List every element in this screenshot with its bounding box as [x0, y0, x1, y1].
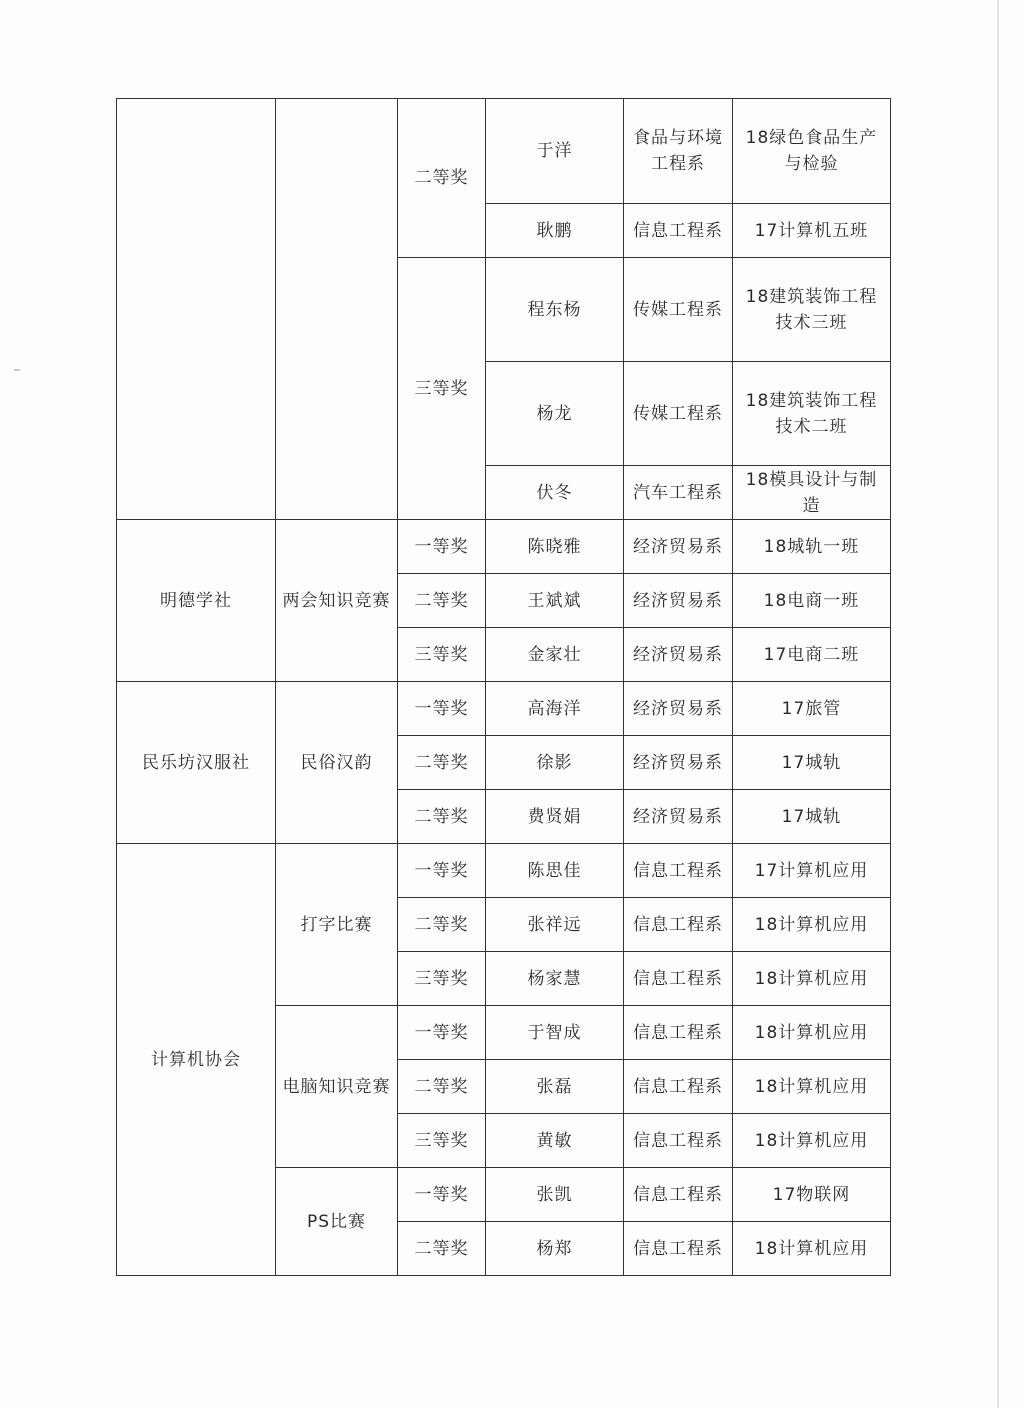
dept-cell: 食品与环境工程系 — [624, 99, 733, 204]
name-cell: 耿鹏 — [486, 204, 624, 258]
award-cell: 三等奖 — [398, 952, 486, 1006]
award-cell: 一等奖 — [398, 520, 486, 574]
class-cell: 17城轨 — [733, 790, 891, 844]
event-cell: PS比赛 — [276, 1168, 398, 1276]
class-cell: 18电商一班 — [733, 574, 891, 628]
dept-cell: 信息工程系 — [624, 204, 733, 258]
name-cell: 程东杨 — [486, 258, 624, 362]
award-cell: 三等奖 — [398, 628, 486, 682]
name-cell: 陈晓雅 — [486, 520, 624, 574]
class-cell: 17物联网 — [733, 1168, 891, 1222]
table-row — [117, 520, 891, 574]
event-cell: 电脑知识竞赛 — [276, 1006, 398, 1168]
name-cell: 张祥远 — [486, 898, 624, 952]
scan-edge-line — [997, 0, 999, 1408]
name-cell: 张磊 — [486, 1060, 624, 1114]
class-cell: 18计算机应用 — [733, 898, 891, 952]
table-row — [117, 682, 891, 736]
name-cell: 杨龙 — [486, 362, 624, 466]
table-row — [117, 844, 891, 898]
name-cell: 黄敏 — [486, 1114, 624, 1168]
award-cell: 二等奖 — [398, 1222, 486, 1276]
award-cell: 二等奖 — [398, 898, 486, 952]
event-cell: 民俗汉韵 — [276, 682, 398, 844]
org-cell: 明德学社 — [117, 520, 276, 682]
name-cell: 张凯 — [486, 1168, 624, 1222]
dept-cell: 传媒工程系 — [624, 258, 733, 362]
name-cell: 金家壮 — [486, 628, 624, 682]
dept-cell: 经济贸易系 — [624, 736, 733, 790]
dept-cell: 经济贸易系 — [624, 628, 733, 682]
class-cell: 18计算机应用 — [733, 1006, 891, 1060]
name-cell: 徐影 — [486, 736, 624, 790]
org-cell: 计算机协会 — [117, 844, 276, 1276]
dept-cell: 传媒工程系 — [624, 362, 733, 466]
dept-cell: 信息工程系 — [624, 898, 733, 952]
dept-cell: 经济贸易系 — [624, 790, 733, 844]
class-cell: 18计算机应用 — [733, 952, 891, 1006]
award-cell: 三等奖 — [398, 258, 486, 520]
awards-table — [116, 98, 891, 1276]
class-cell: 18计算机应用 — [733, 1114, 891, 1168]
dept-cell: 信息工程系 — [624, 1114, 733, 1168]
award-cell: 二等奖 — [398, 1060, 486, 1114]
class-cell: 17城轨 — [733, 736, 891, 790]
dept-cell: 信息工程系 — [624, 844, 733, 898]
event-cell: 两会知识竞赛 — [276, 520, 398, 682]
dept-cell: 经济贸易系 — [624, 520, 733, 574]
name-cell: 杨家慧 — [486, 952, 624, 1006]
dept-cell: 信息工程系 — [624, 1168, 733, 1222]
award-cell: 一等奖 — [398, 682, 486, 736]
dept-cell: 信息工程系 — [624, 1222, 733, 1276]
class-cell: 18模具设计与制造 — [733, 466, 891, 520]
dept-cell: 经济贸易系 — [624, 682, 733, 736]
award-cell: 二等奖 — [398, 99, 486, 258]
award-cell: 一等奖 — [398, 844, 486, 898]
class-cell: 17电商二班 — [733, 628, 891, 682]
class-cell: 18计算机应用 — [733, 1222, 891, 1276]
class-cell: 18绿色食品生产与检验 — [733, 99, 891, 204]
class-cell: 18建筑装饰工程技术三班 — [733, 258, 891, 362]
name-cell: 伏冬 — [486, 466, 624, 520]
name-cell: 于洋 — [486, 99, 624, 204]
award-cell: 一等奖 — [398, 1168, 486, 1222]
dept-cell: 汽车工程系 — [624, 466, 733, 520]
org-cell — [117, 99, 276, 520]
name-cell: 高海洋 — [486, 682, 624, 736]
class-cell: 18城轨一班 — [733, 520, 891, 574]
award-cell: 一等奖 — [398, 1006, 486, 1060]
dept-cell: 信息工程系 — [624, 1060, 733, 1114]
class-cell: 17计算机应用 — [733, 844, 891, 898]
scan-speck — [14, 369, 20, 371]
award-cell: 二等奖 — [398, 574, 486, 628]
name-cell: 王斌斌 — [486, 574, 624, 628]
table-row — [117, 99, 891, 204]
name-cell: 于智成 — [486, 1006, 624, 1060]
class-cell: 18计算机应用 — [733, 1060, 891, 1114]
dept-cell: 信息工程系 — [624, 1006, 733, 1060]
name-cell: 费贤娟 — [486, 790, 624, 844]
name-cell: 陈思佳 — [486, 844, 624, 898]
event-cell: 打字比赛 — [276, 844, 398, 1006]
class-cell: 17旅管 — [733, 682, 891, 736]
class-cell: 18建筑装饰工程技术二班 — [733, 362, 891, 466]
award-cell: 二等奖 — [398, 736, 486, 790]
dept-cell: 经济贸易系 — [624, 574, 733, 628]
name-cell: 杨郑 — [486, 1222, 624, 1276]
class-cell: 17计算机五班 — [733, 204, 891, 258]
award-cell: 三等奖 — [398, 1114, 486, 1168]
org-cell: 民乐坊汉服社 — [117, 682, 276, 844]
event-cell — [276, 99, 398, 520]
award-cell: 二等奖 — [398, 790, 486, 844]
dept-cell: 信息工程系 — [624, 952, 733, 1006]
